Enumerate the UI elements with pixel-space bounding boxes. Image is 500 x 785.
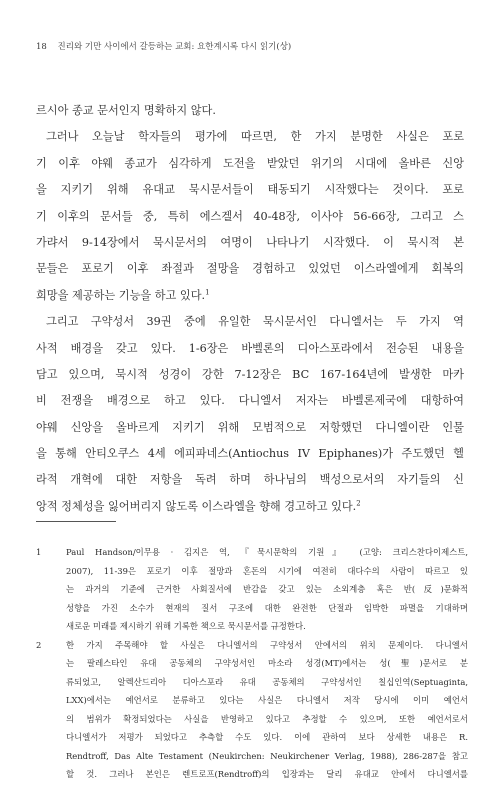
page-number: 18 xyxy=(36,42,47,52)
body-line: 비 전쟁을 배경으로 하고 있다. 다니엘서 저자는 바벨론제국에 대항하여 xyxy=(36,394,464,408)
running-title: 진리와 기만 사이에서 갈등하는 교회: 요한계시록 다시 읽기(상) xyxy=(57,42,292,52)
body-line: 담고 있으며, 묵시적 성경이 강한 7-12장은 BC 167-164년에 발생한 마카 xyxy=(36,367,464,381)
body-line: 기 이후의 문서들 중, 특히 에스겔서 40-48장, 이사야 56-66장, 그리고 스 xyxy=(36,209,464,223)
body-line: 그리고 구약성서 39권 중에 유일한 묵시문서인 다니엘서는 두 가지 역 xyxy=(46,315,464,329)
footnote-line: 새로운 미래를 제시하기 위해 기록한 책으로 묵시문서를 규정한다. xyxy=(66,621,306,631)
footnote-mark: 2 xyxy=(36,639,42,650)
body-line: 희망을 제공하는 기능을 하고 있다.$^1$ xyxy=(36,288,210,302)
body-line: 라적 개혁에 대한 저항을 독려 하며 하나님의 백성으로서의 자기들의 신 xyxy=(36,473,464,487)
footnote-mark: 1 xyxy=(36,547,42,557)
footnote-ref-2[interactable]: 2 xyxy=(356,499,361,508)
main-text xyxy=(36,98,464,520)
footnotes xyxy=(36,543,468,784)
footnote-ref-1[interactable]: 1 xyxy=(205,288,210,296)
footnote-line: 다니엘서가 저평가 되었다고 추측할 수도 있다. 이에 관하여 보다 상세한 내용은 R. xyxy=(66,732,468,742)
footnote-line: Paul Handson/이무용 · 김지은 역, 『묵시문학의 기원』 (고양: 크리스찬다이제스트, xyxy=(66,547,468,557)
footnote-divider xyxy=(36,521,116,522)
body-line: 을 지키기 위해 유대교 묵시문서들이 태동되기 시작했다는 것이다. 포로 xyxy=(36,183,464,197)
footnote-line: 성향을 가진 소수가 현재의 질서 구조에 대한 완전한 단절과 임박한 파멸을 기대하며 xyxy=(66,602,468,613)
footnote-line: Rendtroff, Das Alte Testament (Neukirchen: Neukirchener Verlag, 1988), 286-287을 참고 xyxy=(66,750,468,761)
body-line: 기 이후 야웨 종교가 심각하게 도전을 받았던 위기의 시대에 올바른 신앙 xyxy=(36,156,464,170)
footnote-2 xyxy=(36,636,468,784)
footnote-line: 2007), 11-39은 포로기 이후 절망과 혼돈의 시기에 여전히 대다수의 사람이 따르고 있 xyxy=(66,565,468,576)
body-line: 문들은 포로기 이후 좌절과 절망을 경험하고 있었던 이스라엘에게 회복의 xyxy=(36,262,464,276)
body-line: 앙적 정체성을 잃어버리지 않도록 이스라엘을 향해 경고하고 있다.$^2$ xyxy=(36,499,361,513)
footnote-1 xyxy=(36,543,468,636)
body-line: 을 통해 안티오쿠스 4세 에피파네스(Antiochus IV Epiphanes)가 주도했던 헬 xyxy=(36,447,464,461)
footnote-line: 류되었고, 알렉산드리아 디아스포라 유대 공동체의 구약성서인 칠십인역(Septuaginta, xyxy=(66,676,468,687)
body-line: 르시아 종교 문서인지 명확하지 않다. xyxy=(36,104,216,117)
running-header xyxy=(36,40,291,52)
footnote-line: 할 것. 그러나 본인은 렌트로프(Rendtroff)의 입장과는 달리 유대교 안에서 다니엘서를 xyxy=(66,769,468,779)
footnote-line: 는 과거의 기준에 근거한 사회질서에 반감을 갖고 있는 소외계층 혹은 반(反)문화적 xyxy=(66,584,468,594)
body-line: 그러나 오늘날 학자들의 평가에 따르면, 한 가지 분명한 사실은 포로 xyxy=(46,130,464,144)
footnote-line: 의 범위가 확정되었다는 사실을 반영하고 있다고 추정할 수 있으며, 또한 예언서로서 xyxy=(66,713,468,724)
footnote-line: 한 가지 주목해야 할 사실은 다니엘서의 구약성서 안에서의 위치 문제이다. 다니엘서 xyxy=(66,639,468,650)
body-line: 야웨 신앙을 올바르게 지키기 위해 모범적으로 저항했던 다니엘이란 인물 xyxy=(36,420,464,434)
footnote-line: LXX)에서는 예언서로 분류하고 있다는 사실은 다니엘서 저작 당시에 이미 예언서 xyxy=(66,695,468,705)
body-line: 사적 배경을 갖고 있다. 1-6장은 바벨론의 디아스포라에서 전승된 내용을 xyxy=(36,341,464,355)
footnote-line: 는 팔레스타인 유대 공동체의 구약성서인 마소라 성경(MT)에서는 성(聖)문서로 분 xyxy=(66,658,468,668)
body-line: 가랴서 9-14장에서 묵시문서의 여명이 나타나기 시작했다. 이 묵시적 본 xyxy=(36,235,464,249)
